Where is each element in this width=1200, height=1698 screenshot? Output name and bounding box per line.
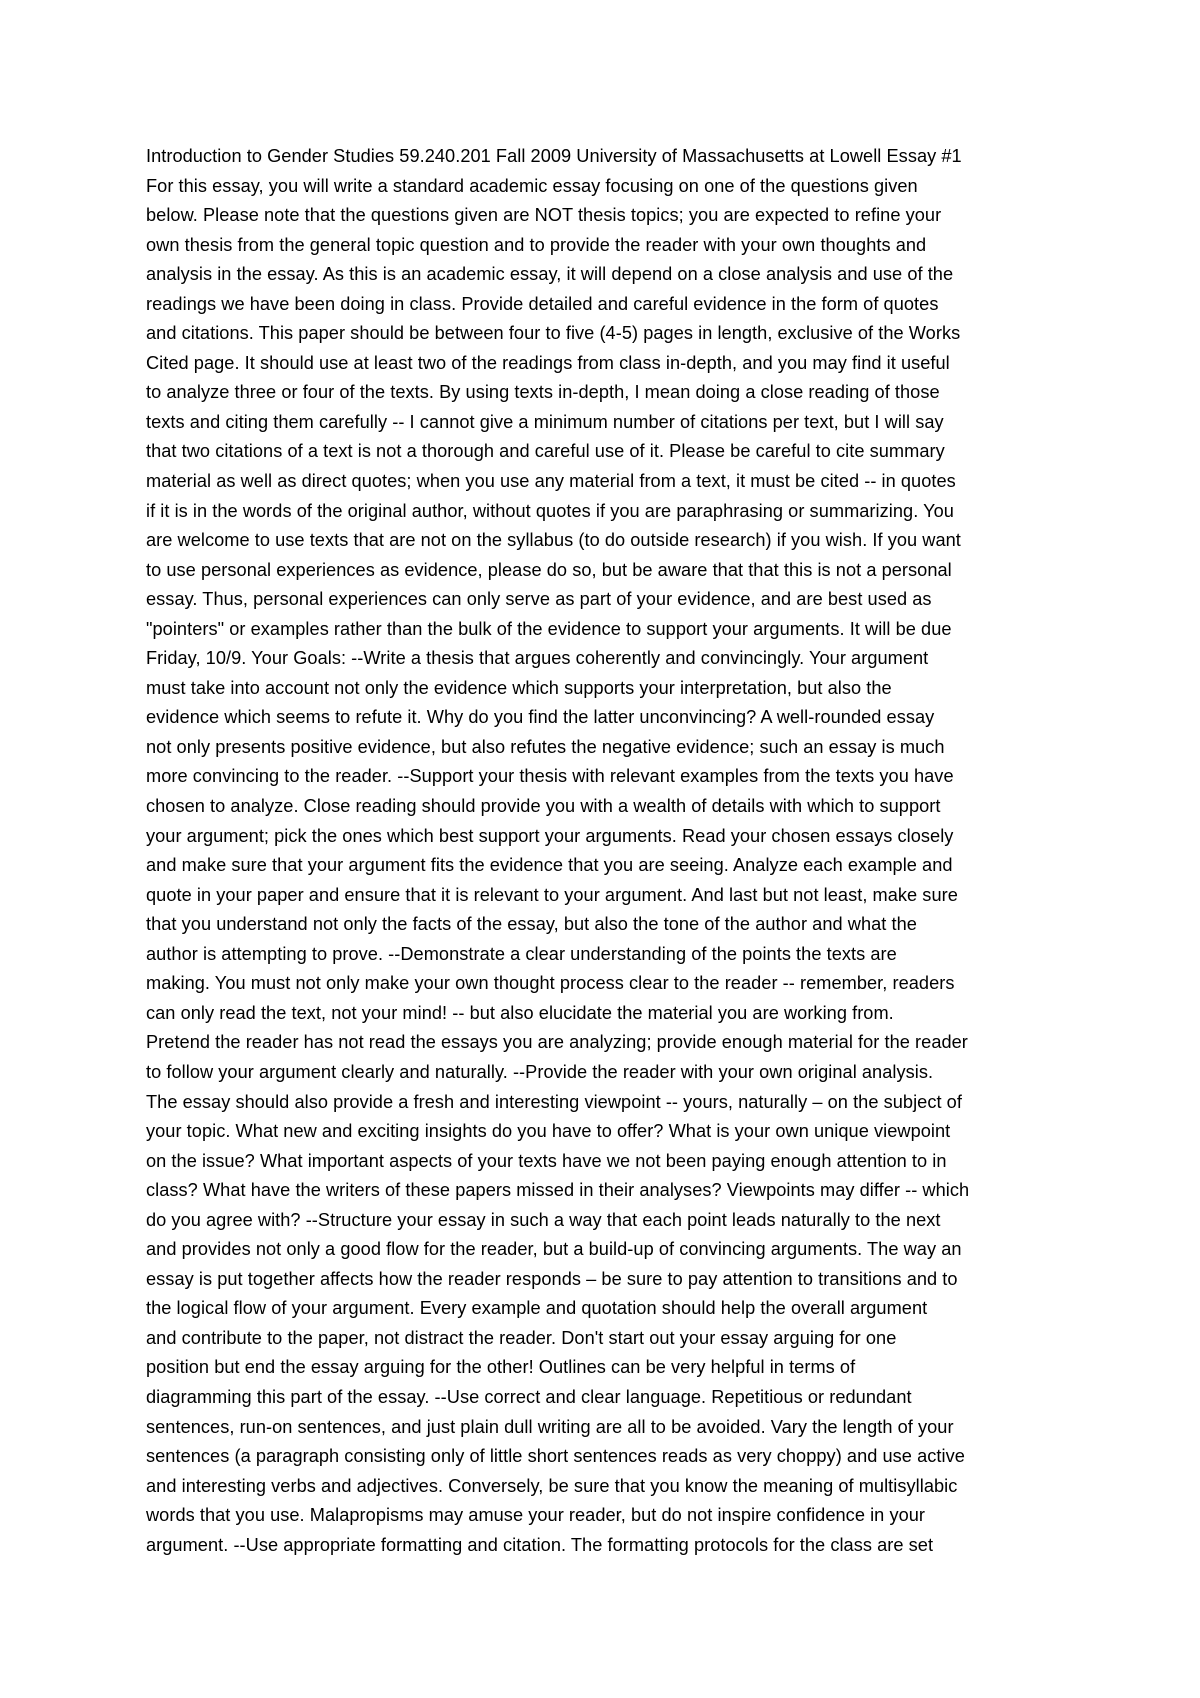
text-line: argument. --Use appropriate formatting and citation. The formatting protocols for the class are set: [146, 1534, 934, 1555]
text-line: can only read the text, not your mind! -- but also elucidate the material you are working from.: [146, 1002, 894, 1023]
text-line: quote in your paper and ensure that it is relevant to your argument. And last but not least, make sure: [146, 884, 958, 905]
text-line: that you understand not only the facts of the essay, but also the tone of the author and what the: [146, 914, 917, 935]
text-line: position but end the essay arguing for the other! Outlines can be very helpful in terms of: [146, 1357, 856, 1378]
text-line: texts and citing them carefully -- I cannot give a minimum number of citations per text, but I will say: [146, 411, 944, 432]
text-line: if it is in the words of the original author, without quotes if you are paraphrasing or summarizing. You: [146, 500, 954, 521]
text-line: on the issue? What important aspects of your texts have we not been paying enough attention to in: [146, 1150, 947, 1171]
text-line: material as well as direct quotes; when you use any material from a text, it must be cited -- in quotes: [146, 471, 956, 492]
text-line: more convincing to the reader. --Support your thesis with relevant examples from the texts you have: [146, 766, 954, 787]
text-line: essay. Thus, personal experiences can only serve as part of your evidence, and are best used as: [146, 589, 932, 610]
text-line: below. Please note that the questions given are NOT thesis topics; you are expected to refine your: [146, 205, 942, 226]
text-line: class? What have the writers of these papers missed in their analyses? Viewpoints may differ -- which: [146, 1180, 970, 1201]
text-line: For this essay, you will write a standard academic essay focusing on one of the questions given: [146, 175, 918, 196]
text-line: to analyze three or four of the texts. By using texts in-depth, I mean doing a close reading of those: [146, 382, 940, 403]
text-line: evidence which seems to refute it. Why do you find the latter unconvincing? A well-rounded essay: [146, 707, 935, 728]
text-line: diagramming this part of the essay. --Use correct and clear language. Repetitious or redundant: [146, 1386, 912, 1407]
text-line: essay is put together affects how the reader responds – be sure to pay attention to transitions and to: [146, 1268, 958, 1289]
text-line: sentences (a paragraph consisting only of little short sentences reads as very choppy) and use active: [146, 1446, 965, 1467]
text-line: Cited page. It should use at least two of the readings from class in-depth, and you may find it useful: [146, 352, 950, 373]
text-line: readings we have been doing in class. Provide detailed and careful evidence in the form of quotes: [146, 293, 939, 314]
text-line: must take into account not only the evidence which supports your interpretation, but also the: [146, 677, 892, 698]
text-line: and make sure that your argument fits the evidence that you are seeing. Analyze each example and: [146, 855, 953, 876]
text-line: The essay should also provide a fresh and interesting viewpoint -- yours, naturally – on the subject of: [146, 1091, 962, 1112]
text-line: Pretend the reader has not read the essays you are analyzing; provide enough material for the reader: [146, 1032, 968, 1053]
text-line: "pointers" or examples rather than the bulk of the evidence to support your arguments. It will be due: [146, 618, 952, 639]
text-line: Introduction to Gender Studies 59.240.201 Fall 2009 University of Massachusetts at Lowell Essay #1: [146, 146, 962, 166]
text-line: your argument; pick the ones which best support your arguments. Read your chosen essays closely: [146, 825, 954, 846]
text-line: are welcome to use texts that are not on the syllabus (to do outside research) if you wish. If you want: [146, 530, 961, 551]
text-line: and provides not only a good flow for the reader, but a build-up of convincing arguments. The way an: [146, 1239, 962, 1260]
text-line: analysis in the essay. As this is an academic essay, it will depend on a close analysis and use of the: [146, 264, 954, 285]
text-line: making. You must not only make your own thought process clear to the reader -- remember, readers: [146, 973, 955, 994]
text-line: Friday, 10/9. Your Goals: --Write a thesis that argues coherently and convincingly. Your argument: [146, 648, 929, 669]
text-line: your topic. What new and exciting insights do you have to offer? What is your own unique viewpoint: [146, 1121, 951, 1142]
text-line: and contribute to the paper, not distract the reader. Don't start out your essay arguing for one: [146, 1327, 897, 1348]
text-line: chosen to analyze. Close reading should provide you with a wealth of details with which to support: [146, 796, 941, 817]
text-line: and citations. This paper should be between four to five (4-5) pages in length, exclusive of the Works: [146, 323, 961, 344]
text-line: not only presents positive evidence, but also refutes the negative evidence; such an essay is much: [146, 736, 945, 757]
text-line: to follow your argument clearly and naturally. --Provide the reader with your own original analysis.: [146, 1061, 934, 1082]
text-line: and interesting verbs and adjectives. Conversely, be sure that you know the meaning of multisyllabic: [146, 1475, 958, 1496]
text-line: the logical flow of your argument. Every example and quotation should help the overall argument: [146, 1298, 928, 1319]
text-line: own thesis from the general topic question and to provide the reader with your own thoughts and: [146, 234, 927, 255]
text-line: that two citations of a text is not a thorough and careful use of it. Please be careful to cite summary: [146, 441, 945, 462]
essay-text: [146, 142, 1066, 1560]
text-line: do you agree with? --Structure your essay in such a way that each point leads naturally to the next: [146, 1209, 941, 1230]
text-line: words that you use. Malapropisms may amuse your reader, but do not inspire confidence in your: [146, 1505, 926, 1526]
text-line: to use personal experiences as evidence, please do so, but be aware that that this is not a personal: [146, 559, 952, 580]
text-line: author is attempting to prove. --Demonstrate a clear understanding of the points the texts are: [146, 943, 897, 964]
text-line: sentences, run-on sentences, and just plain dull writing are all to be avoided. Vary the length of your: [146, 1416, 954, 1437]
